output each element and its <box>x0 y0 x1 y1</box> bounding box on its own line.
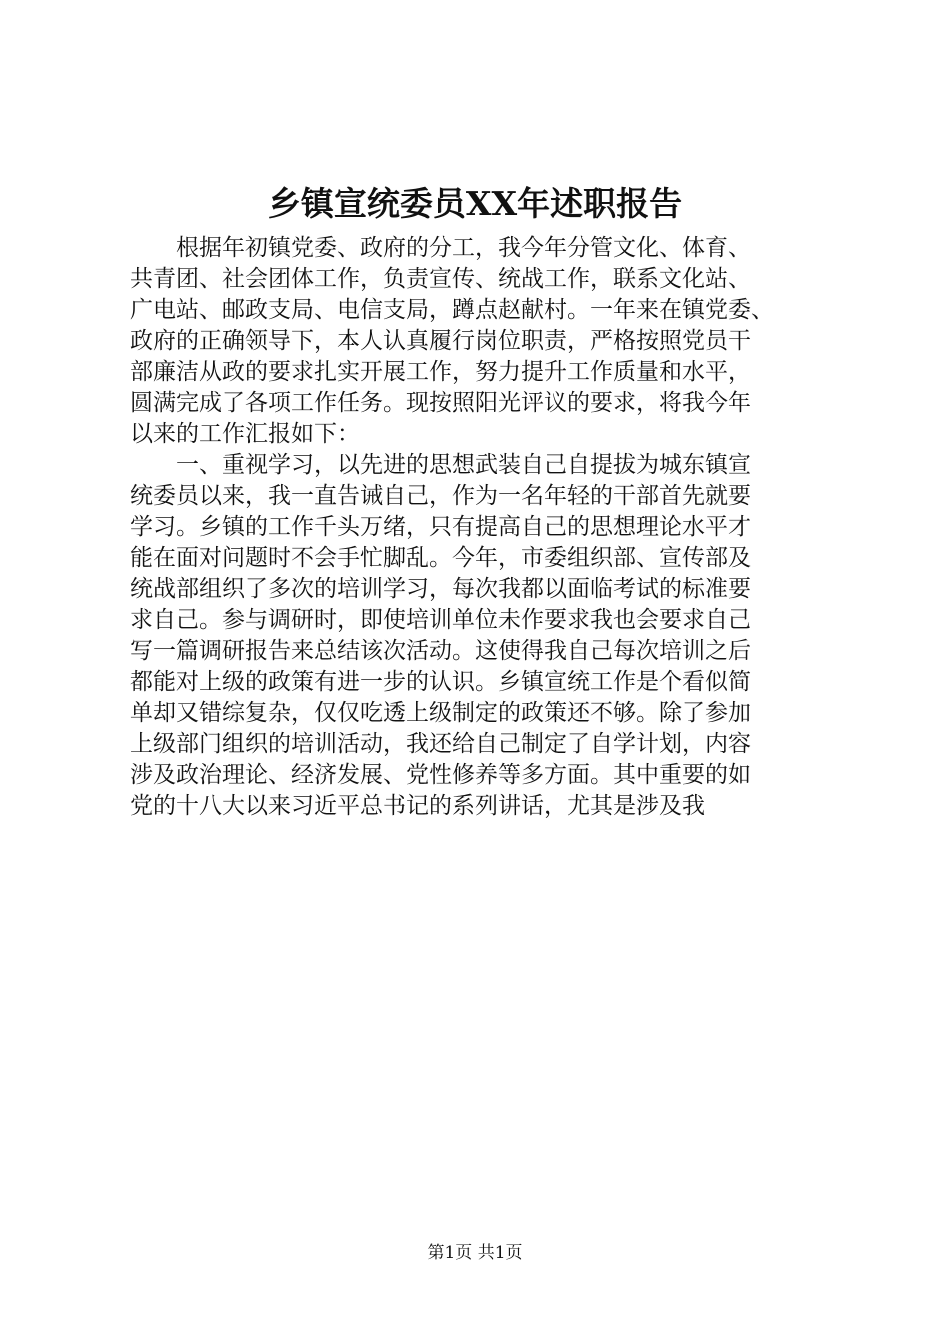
body-line: 统战部组织了多次的培训学习，每次我都以面临考试的标准要 <box>130 576 751 602</box>
body-line: 涉及政治理论、经济发展、党性修养等多方面。其中重要的如 <box>130 762 751 788</box>
body-line: 写一篇调研报告来总结该次活动。这使得我自己每次培训之后 <box>130 638 751 664</box>
body-line: 广电站、邮政支局、电信支局，蹲点赵献村。一年来在镇党委、 <box>130 297 774 323</box>
body-line: 以来的工作汇报如下： <box>130 421 360 447</box>
body-line: 能在面对问题时不会手忙脚乱。今年，市委组织部、宣传部及 <box>130 545 751 571</box>
body-line: 部廉洁从政的要求扎实开展工作，努力提升工作质量和水平， <box>130 359 751 385</box>
body-line: 统委员以来，我一直告诫自己，作为一名年轻的干部首先就要 <box>130 483 751 509</box>
document-title: 乡镇宣统委员XX年述职报告 <box>267 184 683 223</box>
body-line: 单却又错综复杂，仅仅吃透上级制定的政策还不够。除了参加 <box>130 700 751 726</box>
document-body <box>130 233 830 822</box>
body-line: 都能对上级的政策有进一步的认识。乡镇宣统工作是个看似简 <box>130 669 751 695</box>
body-line: 政府的正确领导下，本人认真履行岗位职责，严格按照党员干 <box>130 328 751 354</box>
body-line: 根据年初镇党委、政府的分工，我今年分管文化、体育、 <box>130 235 751 261</box>
body-line: 上级部门组织的培训活动，我还给自己制定了自学计划，内容 <box>130 731 751 757</box>
body-line: 圆满完成了各项工作任务。现按照阳光评议的要求，将我今年 <box>130 390 751 416</box>
page-footer: 第1页 共1页 <box>427 1243 523 1263</box>
body-line: 学习。乡镇的工作千头万绪，只有提高自己的思想理论水平才 <box>130 514 751 540</box>
body-line: 一、重视学习，以先进的思想武装自己自提拔为城东镇宣 <box>130 452 751 478</box>
body-line: 党的十八大以来习近平总书记的系列讲话，尤其是涉及我 <box>130 793 705 819</box>
body-line: 共青团、社会团体工作，负责宣传、统战工作，联系文化站、 <box>130 266 751 292</box>
body-line: 求自己。参与调研时，即使培训单位未作要求我也会要求自己 <box>130 607 751 633</box>
